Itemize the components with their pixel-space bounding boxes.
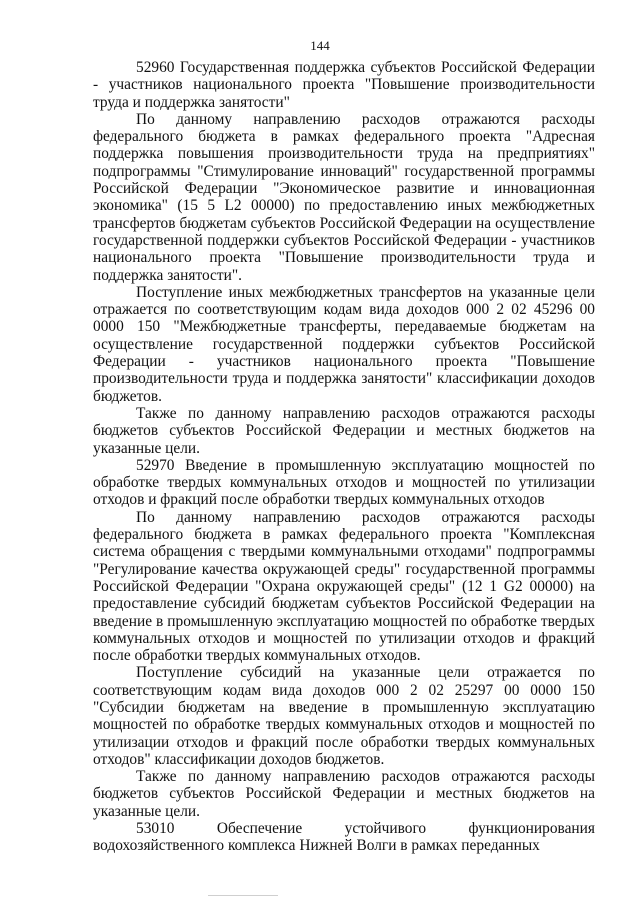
paragraph-52960-heading: 52960 Государственная поддержка субъектов Российской Федерации - участников национального проекта "Повышение производительности труда и поддержка занятости" [93,59,595,111]
paragraph-52960-expenses: По данному направлению расходов отражаются расходы федерального бюджета в рамках федерального проекта "Адресная поддержка повышения производительности труда на предприятиях" подпрограммы "Стимулирование инноваций" государственной программы Российской Федерации "Экономическое развитие и инновационная экономика" (15 5 L2 00000) по предоставлению иных межбюджетных трансфертов бюджетам субъектов Российской Федерации на осуществление государственной поддержки субъектов Российской Федерации - участников национального проекта "Повышение производительности труда и поддержка занятости". [93,110,595,284]
paragraph-52970-regional: Также по данному направлению расходов отражаются расходы бюджетов субъектов Российской Федерации и местных бюджетов на указанные цели. [93,768,595,820]
page-number: 144 [310,38,330,53]
paragraph-52960-revenue: Поступление иных межбюджетных трансфертов на указанные цели отражается по соответствующим кодам вида доходов 000 2 02 45296 00 0000 150 "Межбюджетные трансферты, передаваемые бюджетам на осуществление государственной поддержки субъектов Российской Федерации - участников национального проекта "Повышение производительности труда и поддержка занятости" классификации доходов бюджетов. [93,283,595,405]
paragraph-52970-revenue: Поступление субсидий на указанные цели отражается по соответствующим кодам вида доходов 000 2 02 25297 00 0000 150 "Субсидии бюджетам на введение в промышленную эксплуатацию мощностей по обработке твердых коммунальных отходов и мощностей по утилизации отходов и фракций после обработки твердых коммунальных отходов" классификации доходов бюджетов. [93,664,595,768]
paragraph-53010-heading: 53010 Обеспечение устойчивого функционирования водохозяйственного комплекса Нижней Волги в рамках переданных [93,820,595,855]
scan-artifact-line [208,895,278,896]
paragraph-52970-expenses: По данному направлению расходов отражаются расходы федерального бюджета в рамках федерального проекта "Комплексная система обращения с твердыми коммунальными отходами" подпрограммы "Регулирование качества окружающей среды" государственной программы Российской Федерации "Охрана окружающей среды" (12 1 G2 00000) на предоставление субсидий бюджетам субъектов Российской Федерации на введение в промышленную эксплуатацию мощностей по обработке твердых коммунальных отходов и мощностей по утилизации отходов и фракций после обработки твердых коммунальных отходов. [93,508,595,665]
paragraph-52970-heading: 52970 Введение в промышленную эксплуатацию мощностей по обработке твердых коммунальных отходов и мощностей по утилизации отходов и фракций после обработки твердых коммунальных отходов [93,456,595,509]
document-body [93,59,595,855]
paragraph-52960-regional: Также по данному направлению расходов отражаются расходы бюджетов субъектов Российской Федерации и местных бюджетов на указанные цели. [93,404,595,457]
